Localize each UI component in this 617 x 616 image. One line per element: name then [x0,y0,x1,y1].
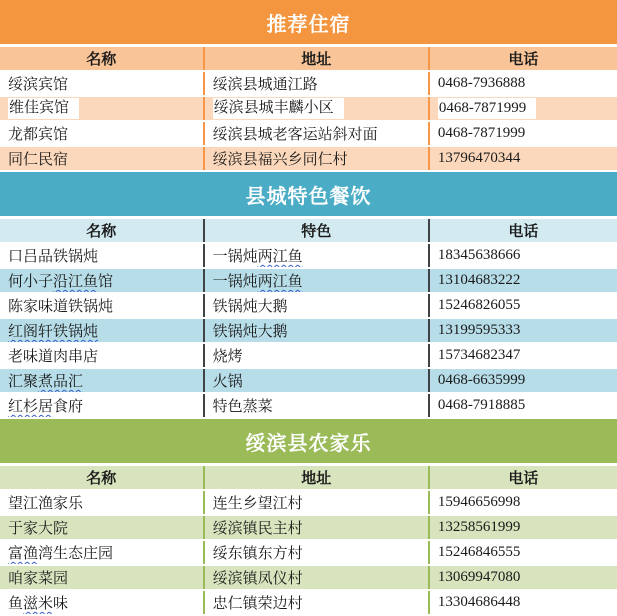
table-cell [204,393,429,418]
table-cell [0,71,204,96]
cell-text: 食府 [53,399,84,415]
table-cell [429,393,617,418]
section-title-dining: 县城特色餐饮 [0,172,617,216]
cell-text: 龙都宾馆 [8,127,69,143]
table-cell [204,590,429,615]
cell-text: 陈家味道铁锅炖 [8,299,114,315]
table-row [0,515,617,540]
spellcheck-underlined-text: 两江鱼 [257,274,303,290]
cell-text: 18345638666 [437,247,521,263]
table-cell [204,268,429,293]
table-cell [429,515,617,540]
table-row [0,71,617,96]
cell-text: 维佳宾馆 [9,100,70,116]
cell-text: 特色蒸菜 [212,399,273,415]
highlighted-text [8,98,79,119]
cell-text: 绥东镇东方村 [212,546,303,562]
table-cell [0,490,204,515]
table-cell [429,540,617,565]
cell-text: 15946656998 [437,494,521,510]
table-cell [429,318,617,343]
table-row [0,121,617,146]
column-header-phone: 电话 [429,219,617,243]
cell-text: 火锅 [212,374,243,390]
cell-text: 0468-6635999 [437,372,526,388]
cell-text: 铁锅炖大鹅 [212,299,288,315]
cell-text: 湾生态庄园 [38,546,114,562]
table-row [0,343,617,368]
column-header-phone: 电话 [429,466,617,490]
spellcheck-underlined-text: 两江鱼 [257,249,303,265]
cell-text: 咱家菜园 [8,571,69,587]
cell-text: 绥滨镇民主村 [212,521,303,537]
table-cell [204,318,429,343]
cell-text: 13104683222 [437,272,521,288]
cell-text: 13796470344 [437,150,521,166]
cell-text: 0468-7918885 [437,397,526,413]
table-row [0,268,617,293]
cell-text: 味 [53,596,69,612]
table-cell [0,393,204,418]
table-row [0,540,617,565]
cell-text: 0468-7871999 [438,100,527,116]
cell-text: 连生乡望江村 [212,496,303,512]
cell-text: 13258561999 [437,519,521,535]
column-header-address: 地址 [204,47,429,71]
cell-text: 0468-7871999 [437,125,526,141]
table-cell [429,590,617,615]
column-header-address: 地址 [204,466,429,490]
cell-text: 烧烤 [212,349,243,365]
table-cell [0,96,204,121]
table-cell [204,540,429,565]
table-cell [204,293,429,318]
section-lodging [0,0,617,172]
column-header-name: 名称 [0,47,204,71]
column-header-phone: 电话 [429,47,617,71]
dining-table [0,219,617,419]
table-row [0,243,617,268]
cell-text: 馆 [98,274,114,290]
table-cell [0,565,204,590]
table-cell [204,71,429,96]
table-cell [429,343,617,368]
table-row [0,96,617,121]
table-cell [0,515,204,540]
cell-text: 一锅炖 [212,274,258,290]
table-cell [204,343,429,368]
table-cell [429,368,617,393]
section-farmstay [0,419,617,616]
cell-text: 忠仁镇荣边村 [212,596,303,612]
column-header-specialty: 特色 [204,219,429,243]
cell-text: 望江渔家乐 [8,496,84,512]
table-cell [0,540,204,565]
column-header-name: 名称 [0,219,204,243]
table-cell [204,121,429,146]
cell-text: 何小子 [8,274,54,290]
farmstay-table [0,466,617,616]
cell-text: 汇聚 [8,374,39,390]
table-cell [429,121,617,146]
cell-text: 一锅炖 [212,249,258,265]
spellcheck-underlined-text: 红阁轩铁锅炖 [8,324,99,340]
table-cell [429,96,617,121]
cell-text: 绥滨镇凤仪村 [212,571,303,587]
cell-text: 绥滨宾馆 [8,77,69,93]
table-cell [0,368,204,393]
table-cell [0,293,204,318]
spellcheck-underlined-text: 滋米 [23,596,54,612]
table-row [0,490,617,515]
cell-text: 15734682347 [437,347,521,363]
cell-text: 绥滨县城通江路 [212,77,318,93]
table-cell [204,565,429,590]
table-cell [204,96,429,121]
table-row [0,318,617,343]
table-cell [204,515,429,540]
cell-text: 15246826055 [437,297,521,313]
table-row [0,293,617,318]
spellcheck-underlined-text: 红杉居 [8,399,54,415]
table-cell [0,243,204,268]
table-cell [429,293,617,318]
table-cell [429,243,617,268]
cell-text: 鱼 [8,596,24,612]
farmstay-table-header [0,466,617,490]
cell-text: 13304686448 [437,594,521,610]
table-cell [429,268,617,293]
spellcheck-underlined-text: 煮品汇 [38,374,84,390]
table-row [0,590,617,615]
spellcheck-underlined-text: 沿江鱼 [53,274,99,290]
cell-text: 绥滨县福兴乡同仁村 [212,152,348,168]
table-cell [429,146,617,171]
table-cell [204,490,429,515]
table-row [0,565,617,590]
spellcheck-underlined-text: 富渔 [8,546,39,562]
cell-text: 于家大院 [8,521,69,537]
table-cell [0,318,204,343]
table-cell [0,146,204,171]
table-cell [0,343,204,368]
cell-text: 15246846555 [437,544,521,560]
section-title-lodging: 推荐住宿 [0,0,617,44]
section-title-farmstay: 绥滨县农家乐 [0,419,617,463]
table-cell [0,268,204,293]
cell-text: 0468-7936888 [437,75,526,91]
cell-text: 口吕品铁锅炖 [8,249,99,265]
cell-text: 同仁民宿 [8,152,69,168]
table-cell [204,368,429,393]
cell-text: 绥滨县城丰麟小区 [213,100,334,116]
cell-text: 铁锅炖大鹅 [212,324,288,340]
table-cell [429,565,617,590]
highlighted-text [438,98,537,119]
column-header-name: 名称 [0,466,204,490]
cell-text: 绥滨县城老客运站斜对面 [212,127,378,143]
table-row [0,393,617,418]
table-cell [429,490,617,515]
highlighted-text [213,98,344,119]
table-row [0,368,617,393]
table-row [0,146,617,171]
cell-text: 13069947080 [437,569,521,585]
lodging-table [0,47,617,172]
section-dining [0,172,617,419]
table-cell [0,121,204,146]
cell-text: 老味道肉串店 [8,349,99,365]
cell-text: 13199595333 [437,322,521,338]
table-cell [204,243,429,268]
table-cell [204,146,429,171]
dining-table-header [0,219,617,243]
lodging-table-header [0,47,617,71]
table-cell [0,590,204,615]
table-cell [429,71,617,96]
